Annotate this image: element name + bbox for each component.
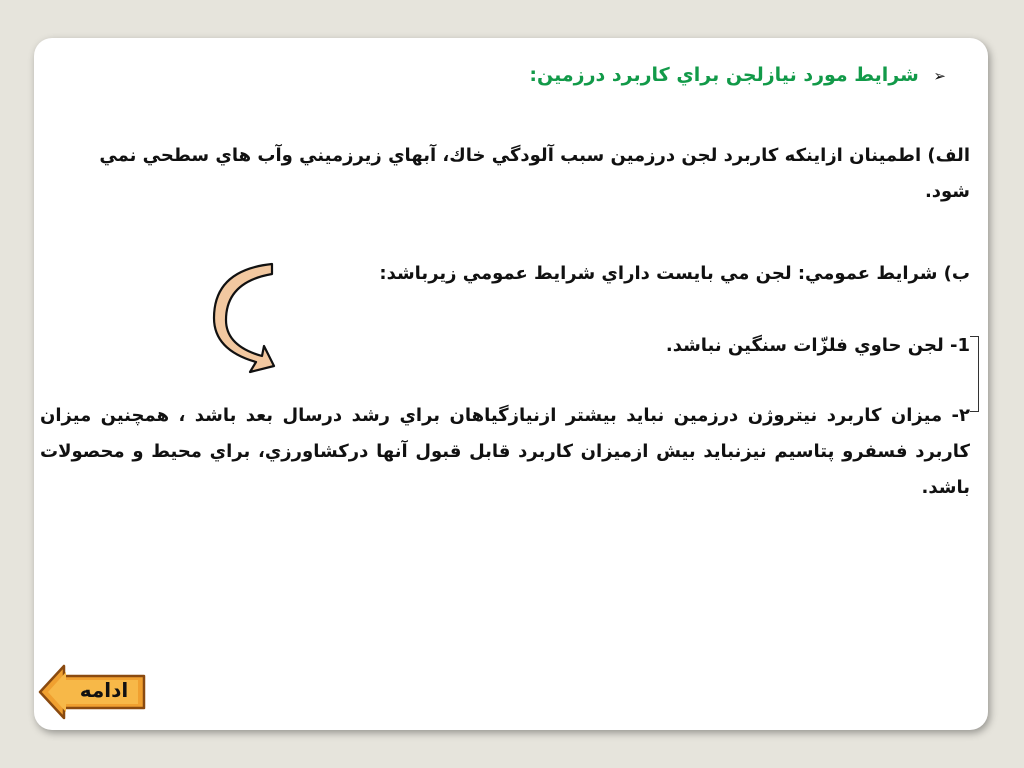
list-item-1: 1- لجن حاوي فلزّات سنگين نباشد. (665, 335, 970, 356)
curved-arrow-icon (208, 262, 288, 380)
slide-canvas (34, 38, 988, 730)
next-button[interactable] (38, 662, 148, 722)
next-button-label: ادامه (79, 678, 129, 702)
bracket-divider (970, 336, 979, 412)
paragraph-alef: الف) اطمينان ازاينکه کاربرد لجن درزمين سبب آلودگي خاك، آبهاي زيرزميني وآب هاي سطحي نمي شود. (99, 145, 970, 202)
list-item-2: ۲- ميزان كاربرد نيتروژن درزمين نبايد بيشتر ازنيازگياهان براي رشد درسال بعد باشد ، همچنين ميزان كاربرد فسفرو پتاسيم نيزنبايد بيش ازميزان كاربرد قابل قبول آنها دركشاورزي، براي محيط و محصولات باشد. (40, 405, 970, 498)
paragraph-be: ب) شرايط عمومي: لجن مي بايست داراي شرايط عمومي زيرباشد: (379, 263, 970, 284)
arrow-bullet-icon: ➢ (933, 67, 946, 85)
slide-heading (126, 62, 946, 89)
heading-text: شرايط مورد نيازلجن براي کاربرد درزمين: (529, 64, 919, 86)
